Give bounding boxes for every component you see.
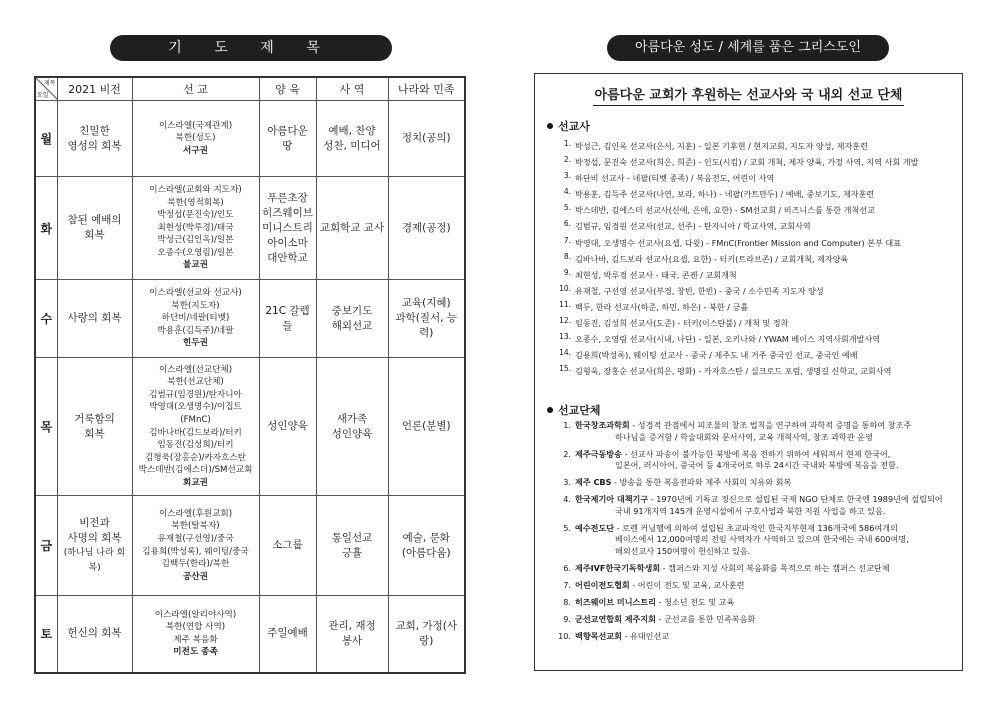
header-nation: 나라와 민족 — [388, 77, 465, 101]
header-education: 양 육 — [259, 77, 316, 101]
nation-line: 교회, 가정(사랑) — [395, 619, 457, 647]
schedule-row — [35, 101, 465, 177]
list-item — [557, 345, 957, 361]
item-number: 4. — [563, 187, 571, 197]
list-item — [557, 614, 959, 626]
mission-line: 오종수(오영림)/일본 — [157, 247, 234, 258]
mission-cell — [132, 101, 259, 177]
schedule-row — [35, 496, 465, 596]
item-number: 8. — [563, 596, 571, 607]
vision-line: 사명의 회복 — [67, 531, 122, 544]
item-number: 9. — [563, 613, 571, 624]
mission-cell — [132, 280, 259, 358]
corner-header-cell — [35, 77, 57, 101]
organization-name: 백향목선교회 — [575, 630, 622, 641]
day-cell: 금 — [35, 496, 57, 596]
item-number: 7. — [563, 579, 571, 590]
mission-line: 북한(탈북자) — [171, 521, 220, 532]
list-item — [557, 449, 959, 472]
organization-name: 제주IVF한국기독학생회 — [575, 562, 661, 573]
nation-cell — [388, 358, 465, 496]
item-number: 2. — [563, 448, 571, 459]
education-line: 푸른초장 — [267, 191, 308, 204]
list-item — [557, 200, 957, 216]
mission-line: 이스라엘(교회와 지도자) — [149, 184, 242, 195]
education-cell — [259, 496, 316, 596]
mission-region: 힌두권 — [183, 338, 208, 349]
organization-desc: - 선교사 파송이 불가능한 북방에 복음 전하기 위하여 세워져서 현재 한국어, — [621, 448, 891, 459]
organization-desc-cont: 국내 91개지역 145개 운영시설에서 구호사업과 북한 지원 사업을 하고 있음. — [615, 505, 886, 516]
education-line: 21C 갈렙들 — [265, 304, 310, 332]
ministry-line: 해외선교 — [331, 319, 373, 332]
mission-region: 불교권 — [183, 260, 208, 271]
vision-line: 참된 예배의 — [67, 214, 122, 226]
mission-region: 미전도 종족 — [173, 647, 218, 658]
item-number: 10. — [559, 283, 571, 293]
ministry-line: 예배, 찬양 — [328, 124, 376, 137]
vision-cell — [57, 177, 132, 280]
organization-desc: - 유대인선교 — [621, 630, 670, 641]
missionary-text: 김범규, 임경원 선교사(선교, 선주) - 탄자니아 / 학교사역, 교회사역 — [575, 221, 811, 232]
nation-cell — [388, 496, 465, 596]
vision-cell — [57, 358, 132, 496]
mission-line: 박용훈(김득주)/네팔 — [157, 325, 234, 336]
education-line: 미니스트리 — [262, 221, 313, 234]
missionary-text: 백두, 한라 선교사(하준, 하민, 하은) - 북한 / 긍휼 — [575, 301, 749, 312]
organization-desc-cont: 해외선교사 150여명이 헌신하고 있음. — [615, 545, 751, 556]
list-item — [557, 233, 957, 249]
list-item — [557, 152, 957, 168]
ministry-cell — [316, 177, 388, 280]
item-number: 7. — [563, 235, 571, 245]
missionary-text: 박성근, 김인옥 선교사(은서, 지훈) - 일본 기후현 / 현지교회, 지도자 양성, 제자훈련 — [575, 141, 868, 151]
ministry-line: 봉사 — [341, 634, 363, 647]
mission-line: 북한(영적회복) — [167, 197, 224, 208]
education-line: 아름다운 땅 — [267, 124, 308, 152]
vision-cell — [57, 596, 132, 673]
mission-line: 이스라엘(후원교회) — [158, 508, 233, 519]
nation-cell — [388, 280, 465, 358]
header-mission: 선 교 — [132, 77, 259, 101]
schedule-row — [35, 280, 465, 358]
vision-line: 영성의 회복 — [67, 139, 122, 152]
item-number: 10. — [558, 630, 571, 641]
organization-desc: - 캠퍼스와 지성 사회의 복음화를 목적으로 하는 캠퍼스 선교단체 — [660, 562, 890, 573]
education-cell — [259, 358, 316, 496]
organization-name: 히즈웨이브 미니스트리 — [575, 596, 657, 607]
ministry-line: 새가족 — [336, 412, 368, 425]
organization-desc-cont: 하나님을 증거함 / 학술대회와 문서사역, 교육 개혁사역, 창조 과학관 운영 — [615, 431, 873, 442]
item-number: 4. — [563, 494, 571, 504]
mission-line: 김바나바(김드보라)/터키 — [149, 427, 242, 438]
prayer-schedule-table — [34, 76, 466, 674]
mission-line: 북한(지도자) — [171, 300, 220, 311]
mission-line: 제주 복음화 — [173, 634, 218, 645]
item-number: 2. — [563, 155, 571, 165]
education-line: 소그룹 — [272, 539, 303, 551]
education-line: 성인양육 — [267, 420, 308, 432]
missionary-text: 박영대, 오생명수 선교사(요셉, 다윗) - FMnC(Frontier Mission and Computer) 본부 대표 — [575, 237, 902, 248]
missionary-text: 김바나바, 김드보라 선교사(요셉, 요한) - 터키(트라브존) / 교회개척, 제자양육 — [575, 253, 849, 264]
item-number: 13. — [559, 332, 571, 342]
mission-region: 회교권 — [183, 477, 208, 488]
list-item — [557, 281, 957, 297]
list-item — [557, 523, 959, 558]
mission-region: 공산권 — [183, 571, 208, 582]
organization-desc-cont: 일본어, 러시아어, 중국어 등 4개국어로 하루 24시간 국내와 북방에 복음을 전함. — [615, 460, 899, 470]
organization-name: 제주 CBS — [575, 477, 612, 487]
day-cell: 목 — [35, 358, 57, 496]
mission-line: 임동진(김성희)/터키 — [157, 440, 234, 451]
education-cell — [259, 101, 316, 177]
education-line: 대안학교 — [267, 251, 308, 264]
organization-name: 군선교연합회 제주지회 — [575, 613, 657, 624]
mission-line: 이스라엘(선교와 선교사) — [149, 288, 242, 299]
day-cell: 월 — [35, 101, 57, 177]
mission-line: 유재철(구선영)/중국 — [157, 533, 234, 544]
mission-line: 하단비/네팔(티벳) — [161, 313, 230, 324]
beautiful-saints-banner: 아름다운 성도 / 세계를 품은 그리스도인 — [607, 35, 889, 61]
organization-desc: - 로렌 커닝햄에 의하여 설립된 초교파적인 한국지부현재 136개국에 586여개의 — [614, 522, 898, 533]
organization-name: 제주극동방송 — [575, 448, 622, 459]
item-number: 3. — [563, 477, 571, 487]
organization-name: 한국창조과학회 — [575, 420, 630, 430]
organization-desc: - 군선교를 통한 민족복음화 — [656, 613, 756, 624]
missionary-text: 김형욱, 장홍순 선교사(희은, 평화) - 카자흐스탄 / 실크로드 포럼, 생명길 신학교, 교회사역 — [575, 366, 892, 377]
list-item — [557, 420, 959, 443]
education-line: 아이소마 — [267, 236, 308, 249]
education-line: 히즈웨이브 — [262, 206, 313, 219]
list-item — [557, 136, 957, 152]
organization-name: 예수전도단 — [575, 522, 615, 533]
ministry-cell — [316, 101, 388, 177]
mission-cell — [132, 596, 259, 673]
ministry-line: 교회학교 교사 — [319, 221, 385, 234]
ministry-line: 통일선교 — [331, 531, 373, 544]
item-number: 5. — [563, 203, 571, 213]
missionary-text: 박스데반, 김에스더 선교사(신애, 은애, 요한) - SM선교회 / 비즈니스를 통한 개척선교 — [575, 205, 875, 216]
list-item — [557, 361, 957, 377]
list-item — [557, 168, 957, 184]
vision-line: 회복 — [84, 427, 105, 440]
ministry-cell — [316, 358, 388, 496]
list-item — [557, 597, 959, 609]
mission-line: 북한(연합 사역) — [165, 622, 226, 633]
mission-line: 박정섭(문진숙)/인도 — [157, 210, 234, 221]
item-number: 15. — [559, 364, 571, 374]
missionary-text: 오종수, 오영림 선교사(시내, 나단) - 일본, 오키나와 / YWAM 베이스 지역사회개발사역 — [575, 334, 880, 345]
mission-line: 이스라엘(알리야사역) — [154, 609, 237, 620]
bullet-icon — [547, 123, 553, 129]
item-number: 5. — [563, 522, 571, 533]
schedule-row — [35, 596, 465, 673]
corner-label-title: 제목 — [43, 80, 56, 87]
ministry-cell — [316, 280, 388, 358]
mission-line: 김범규(임경원)/탄자니아 — [149, 389, 242, 400]
mission-line: 박스데반(김에스더)/SM선교회 — [138, 465, 253, 476]
education-cell — [259, 596, 316, 673]
missionary-list — [557, 136, 957, 377]
list-item — [557, 265, 957, 281]
item-number: 3. — [563, 171, 571, 181]
item-number: 1. — [563, 420, 571, 430]
item-number: 9. — [563, 267, 571, 277]
nation-line: 과학(질서, 능력) — [395, 312, 457, 339]
item-number: 1. — [563, 139, 571, 148]
ministry-line: 성인양육 — [331, 427, 373, 440]
mission-region: 서구권 — [183, 145, 208, 156]
vision-cell — [57, 496, 132, 596]
vision-line: 회복 — [84, 229, 105, 241]
education-cell — [259, 177, 316, 280]
missionaries-heading — [547, 118, 590, 134]
list-item — [557, 184, 957, 200]
organization-desc: - 방송을 통한 복음전파와 제주 사회의 치유와 회복 — [611, 477, 792, 487]
organizations-heading-text: 선교단체 — [558, 404, 601, 417]
mission-line: 박성근(김인옥)/일본 — [157, 235, 234, 246]
item-number: 6. — [563, 219, 571, 229]
bullet-icon — [547, 407, 553, 413]
header-vision: 2021 비전 — [57, 77, 132, 101]
nation-line: 예술, 문화 — [402, 531, 450, 544]
missionary-text: 박용훈, 김득주 선교사(나연, 보라, 하나) - 네팔(카트만두) / 예배, 중보기도, 제자훈련 — [575, 189, 875, 200]
day-cell: 수 — [35, 280, 57, 358]
mission-line: 이스라엘(국제관계) — [158, 120, 233, 131]
vision-line: 헌신의 회복 — [67, 627, 122, 640]
mission-line: 이스라엘(선교단체) — [158, 364, 233, 375]
schedule-row — [35, 358, 465, 496]
vision-cell — [57, 280, 132, 358]
vision-line: 친밀한 — [79, 124, 110, 137]
nation-line: 정치(공의) — [401, 132, 451, 144]
list-item — [557, 580, 959, 592]
organization-desc: - 성경적 관점에서 피조물의 창조 법칙을 연구하여 과학적 증명을 통하여 창조주 — [629, 420, 912, 430]
ministry-cell — [316, 596, 388, 673]
list-item — [557, 329, 957, 345]
mission-line: 북한(선교단체) — [167, 377, 224, 388]
vision-cell — [57, 101, 132, 177]
mission-line: 김백두(한라)/북한 — [161, 559, 230, 570]
nation-line: 언론(분별) — [401, 420, 451, 432]
item-number: 14. — [559, 348, 571, 358]
mission-line: 북한(성도) — [175, 133, 216, 144]
ministry-line: 관리, 재정 — [328, 619, 376, 632]
organization-list — [557, 420, 959, 648]
education-cell — [259, 280, 316, 358]
table-header-row — [35, 77, 465, 101]
mission-cell — [132, 177, 259, 280]
organization-desc-cont: 베이스에서 12,000여명의 전임 사역자가 사역하고 있으며 한국에는 국내 600여명, — [615, 534, 909, 544]
day-cell: 화 — [35, 177, 57, 280]
organizations-heading — [547, 402, 601, 418]
nation-cell — [388, 596, 465, 673]
nation-line: (아름다움) — [401, 546, 451, 559]
list-item — [557, 563, 959, 575]
organization-desc: - 청소년 전도 및 교육 — [656, 596, 735, 607]
list-item — [557, 631, 959, 643]
organization-desc: - 어린이 전도 및 교육, 교사훈련 — [629, 579, 745, 590]
header-ministry: 사 역 — [316, 77, 388, 101]
nation-cell — [388, 177, 465, 280]
item-number: 11. — [559, 299, 571, 309]
organization-desc: - 1970년에 기독교 정신으로 설립된 국제 NGO 단체로 한국엔 1989년에 설립되어 — [648, 494, 943, 504]
item-number: 12. — [559, 316, 571, 326]
organization-name: 한국제기아 대책기구 — [575, 494, 649, 504]
list-item — [557, 249, 957, 265]
corner-label-day: 요일 — [37, 92, 49, 99]
missionary-text: 박정섭, 문진숙 선교사(희은, 희준) - 인도(시킴) / 교회 개척, 제자 양육, 가정 사역, 지역 사회 개발 — [575, 157, 919, 168]
missionary-text: 최현성, 박루경 선교사 - 태국, 콘켄 / 교회개척 — [575, 269, 737, 280]
missionary-text: 임동진, 김성희 선교사(도준) - 터키(이스탄불) / 개척 및 정착 — [575, 318, 789, 329]
prayer-topics-banner: 기 도 제 목 — [110, 35, 392, 61]
vision-note: (하나님 나라 회복) — [63, 547, 126, 573]
ministry-line: 성찬, 미디어 — [323, 139, 381, 152]
day-cell: 토 — [35, 596, 57, 673]
nation-line: 교육(지혜) — [401, 297, 451, 309]
supported-missions-panel — [534, 73, 963, 671]
item-number: 8. — [563, 251, 571, 261]
missionary-text: 김용희(박성록), 웨이팅 선교사 - 중국 / 제주도 내 거주 중국인 선교, 중국인 예배 — [575, 350, 858, 361]
panel-title — [535, 84, 962, 103]
item-number: 6. — [563, 562, 571, 573]
mission-line: 박영대(오생명수)/이집트(FMnC) — [149, 402, 242, 425]
missionary-text: 하단비 선교사 - 네팔(티벳 종족) / 복음전도, 어린이 사역 — [575, 173, 775, 184]
ministry-line: 중보기도 — [331, 304, 373, 317]
missionary-text: 유재철, 구선영 선교사(부경, 창빈, 한빈) - 중국 / 소수민족 지도자 양성 — [575, 285, 824, 296]
mission-cell — [132, 358, 259, 496]
nation-line: 경제(공정) — [401, 221, 451, 234]
list-item — [557, 313, 957, 329]
missionaries-heading-text: 선교사 — [558, 120, 590, 133]
organization-name: 어린이전도협회 — [575, 579, 630, 590]
list-item — [557, 216, 957, 232]
mission-cell — [132, 496, 259, 596]
panel-title-text: 아름다운 교회가 후원하는 선교사와 국 내외 선교 단체 — [593, 88, 905, 106]
list-item — [557, 477, 959, 489]
list-item — [557, 494, 959, 517]
list-item — [557, 297, 957, 313]
education-line: 주일예배 — [267, 627, 308, 640]
nation-cell — [388, 101, 465, 177]
vision-line: 사랑의 회복 — [67, 312, 122, 324]
vision-line: 거룩함의 — [74, 412, 115, 425]
ministry-cell — [316, 496, 388, 596]
ministry-line: 긍휼 — [341, 546, 363, 559]
mission-line: 최현성(박루경)/태국 — [157, 222, 234, 233]
vision-line: 비전과 — [79, 516, 110, 529]
schedule-row — [35, 177, 465, 280]
mission-line: 김형욱(장홍순)/카자흐스탄 — [145, 452, 246, 463]
mission-line: 김용희(박성록), 웨이팅/중국 — [142, 546, 249, 557]
